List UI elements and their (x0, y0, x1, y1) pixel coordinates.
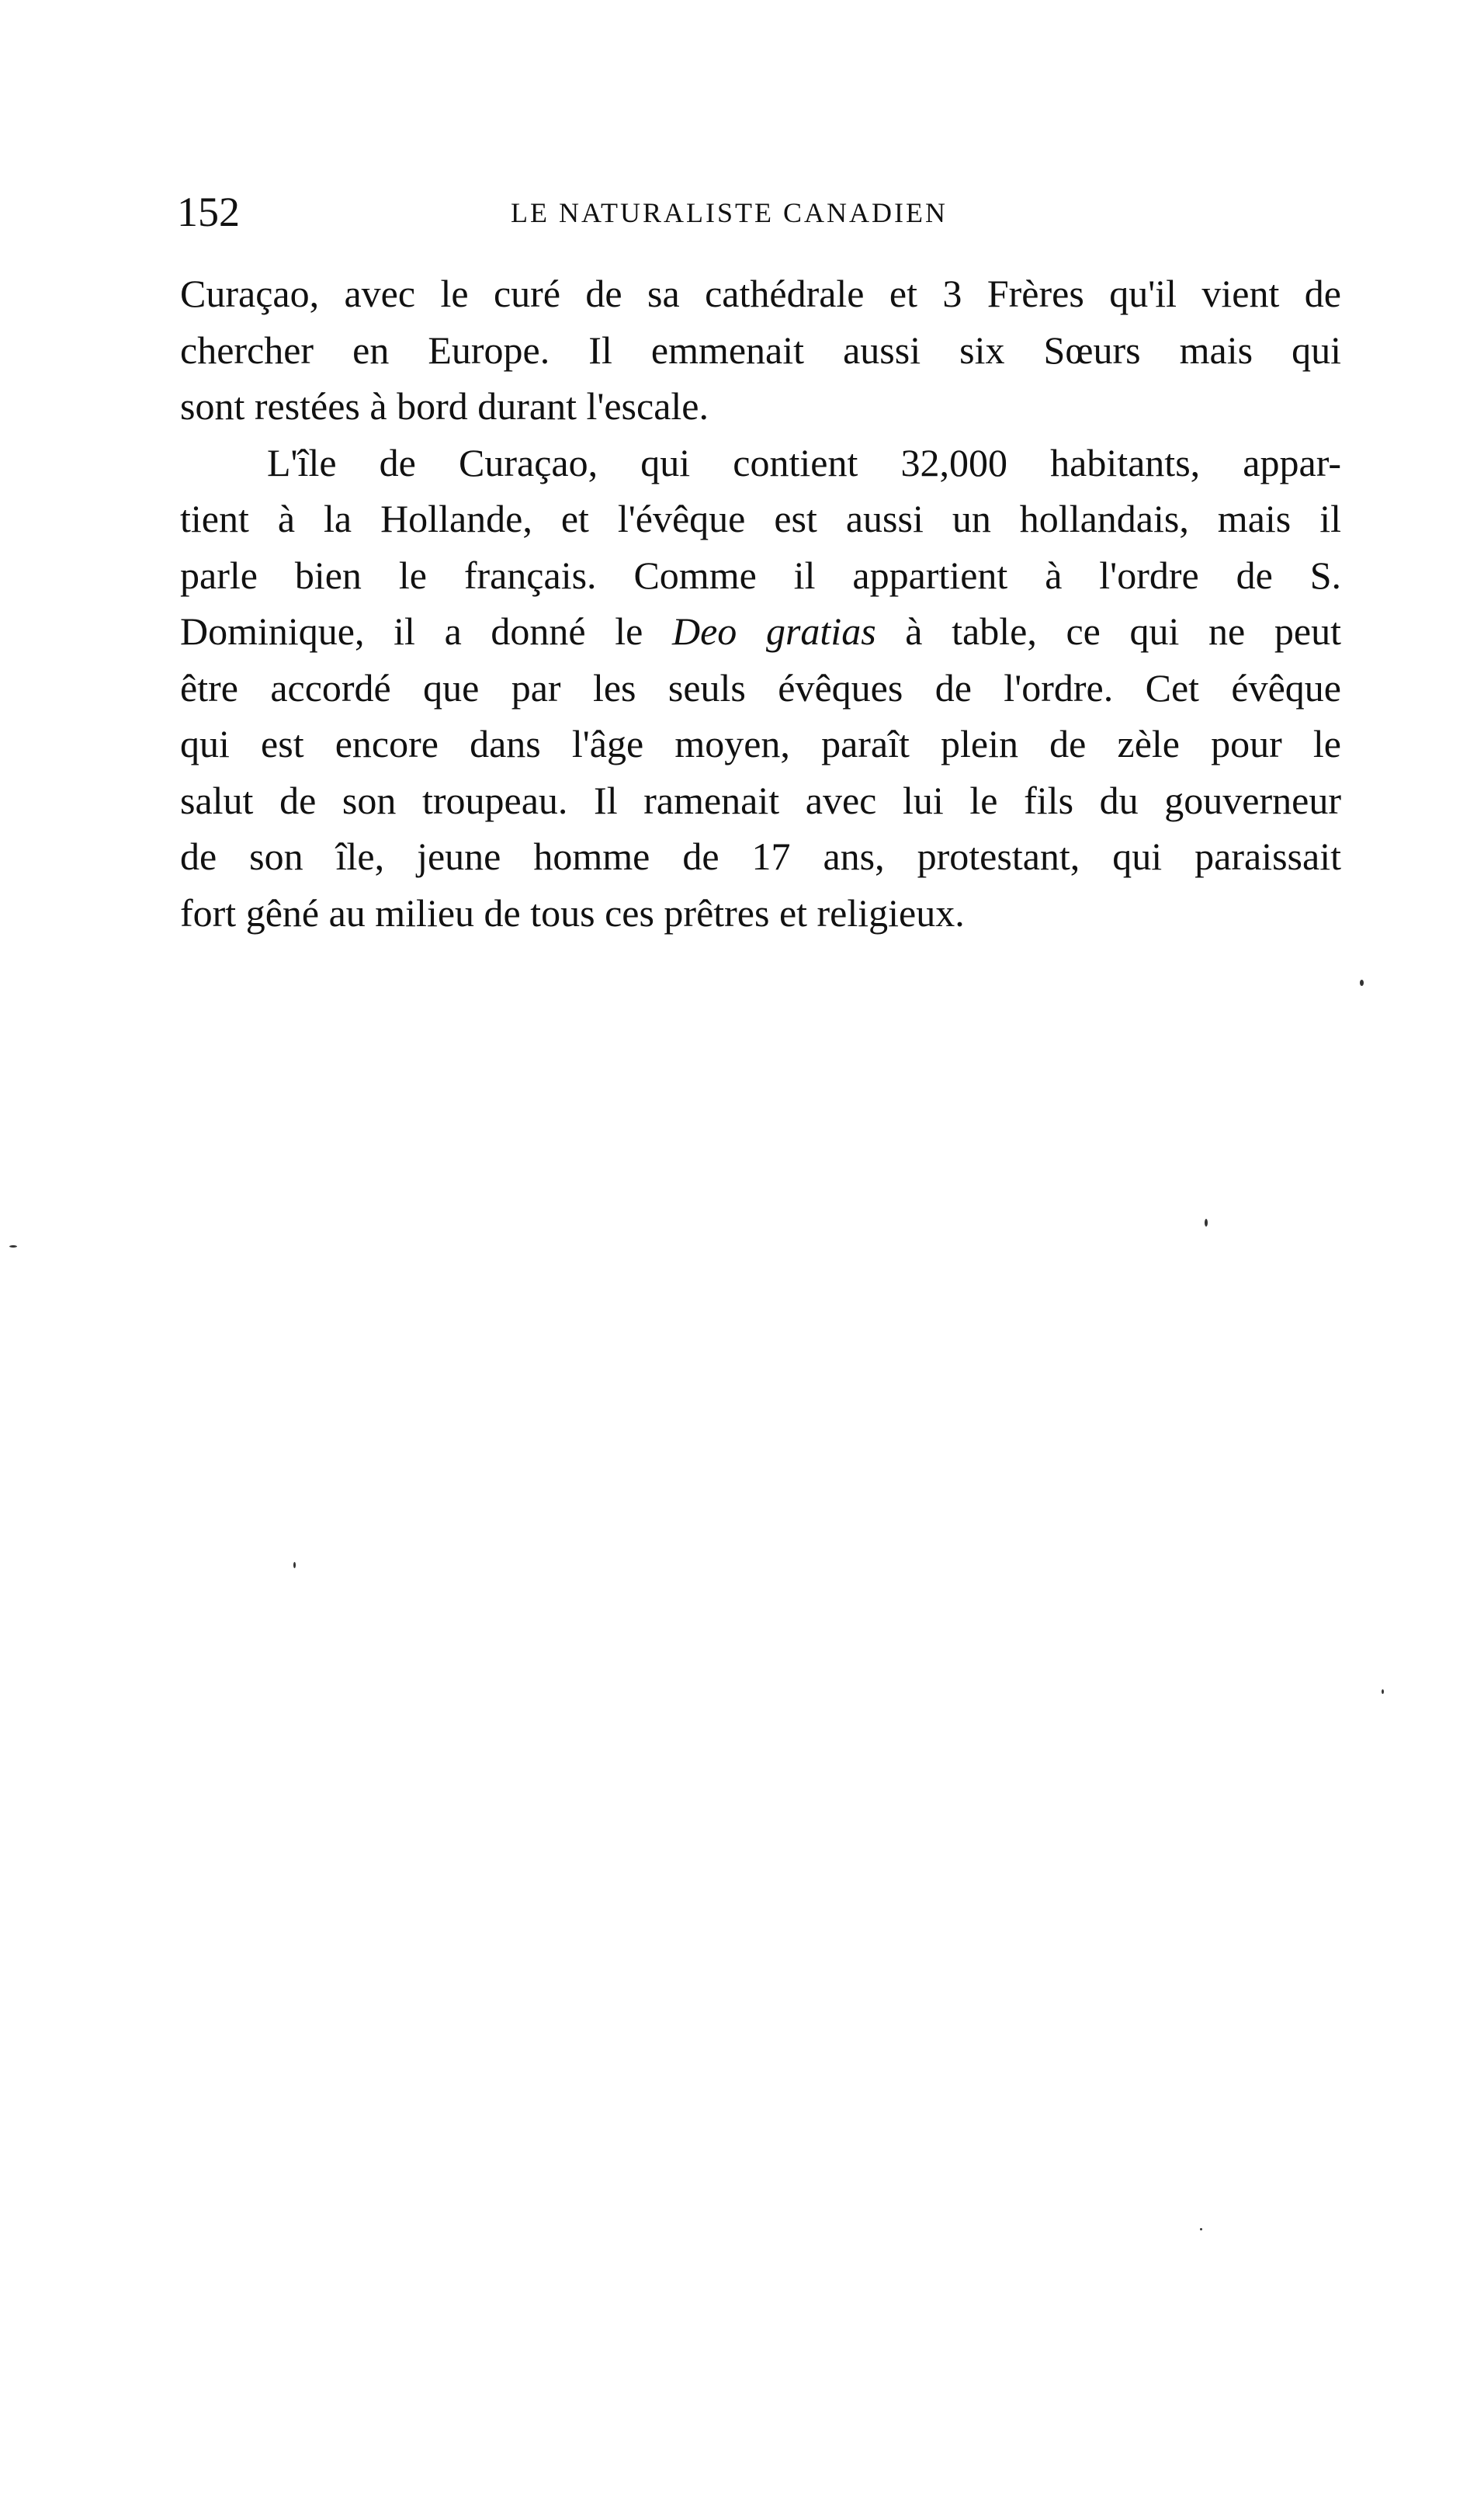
text-segment: à table, ce qui ne peut (875, 609, 1341, 653)
scan-speck (1205, 1219, 1208, 1227)
text-segment: Dominique, il a donné le (180, 609, 672, 653)
text-line: parle bien le français. Comme il appartient à l'ordre de S. (180, 553, 1341, 597)
text-line: chercher en Europe. Il emmenait aussi six Sœurs mais qui (180, 328, 1341, 372)
running-head (177, 185, 1341, 239)
text-line: être accordé que par les seuls évêques de l'ordre. Cet évêque (180, 665, 1341, 710)
latin-phrase: Deo gratias (672, 609, 876, 653)
paragraph-2 (180, 435, 1341, 942)
scan-speck (9, 1245, 17, 1248)
journal-title: LE NATURALISTE CANADIEN (511, 197, 948, 228)
text-line: de son île, jeune homme de 17 ans, protestant, qui paraissait (180, 835, 1341, 878)
text-line: qui est encore dans l'âge moyen, paraît plein de zèle pour le (180, 722, 1341, 765)
text-line (180, 603, 1341, 660)
text-line: L'île de Curaçao, qui contient 32,000 habitants, appar- (267, 440, 1341, 484)
text-line: sont restées à bord durant l'escale. (180, 384, 709, 428)
scan-speck (1382, 1689, 1384, 1694)
page-number: 152 (177, 189, 240, 235)
body-text (180, 266, 1341, 941)
scan-speck (293, 1562, 296, 1568)
text-line: tient à la Hollande, et l'évêque est aussi un hollandais, mais il (180, 497, 1341, 540)
text-line: fort gêné au milieu de tous ces prêtres et religieux. (180, 890, 965, 935)
scan-speck (1360, 980, 1364, 986)
paragraph-1 (180, 266, 1341, 435)
text-line: Curaçao, avec le curé de sa cathédrale et 3 Frères qu'il vient de (180, 272, 1341, 315)
text-line: salut de son troupeau. Il ramenait avec lui le fils du gouverneur (180, 778, 1341, 822)
scan-speck (1200, 2228, 1202, 2230)
